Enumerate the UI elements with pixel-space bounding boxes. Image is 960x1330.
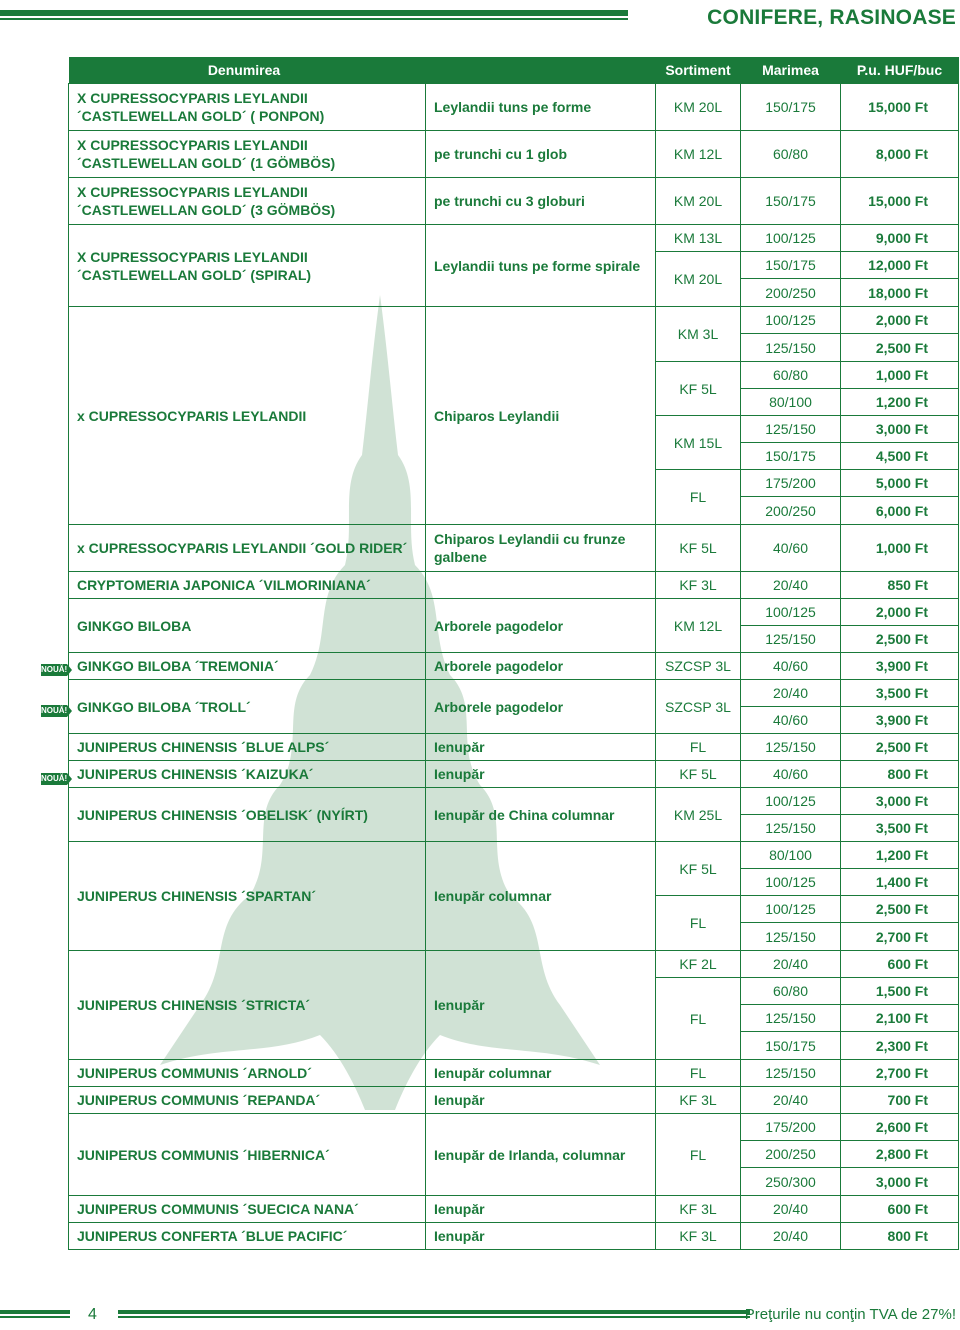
table-row <box>69 599 959 626</box>
product-description: Ienupăr <box>426 1087 656 1114</box>
new-badge: NOUĂ! <box>41 706 68 715</box>
price-cell: 3,500 Ft <box>841 680 959 707</box>
product-description: pe trunchi cu 1 glob <box>426 131 656 178</box>
price-cell: 1,500 Ft <box>841 978 959 1005</box>
size-cell: 60/80 <box>741 131 841 178</box>
table-row <box>69 1114 959 1141</box>
product-name: JUNIPERUS CHINENSIS ´KAIZUKA´ <box>69 761 426 788</box>
size-cell: 40/60 <box>741 761 841 788</box>
sortiment-cell: FL <box>656 470 741 525</box>
size-cell: 125/150 <box>741 334 841 362</box>
product-name: JUNIPERUS CHINENSIS ´BLUE ALPS´ <box>69 734 426 761</box>
col-price-header: P.u. HUF/buc <box>841 57 959 84</box>
table-row <box>69 225 959 252</box>
price-cell: 18,000 Ft <box>841 279 959 307</box>
price-cell: 1,200 Ft <box>841 389 959 416</box>
price-cell: 2,500 Ft <box>841 626 959 653</box>
product-name: JUNIPERUS COMMUNIS ´REPANDA´ <box>69 1087 426 1114</box>
size-cell: 100/125 <box>741 307 841 334</box>
size-cell: 175/200 <box>741 470 841 497</box>
size-cell: 100/125 <box>741 788 841 815</box>
header-rule <box>0 10 628 22</box>
size-cell: 150/175 <box>741 252 841 279</box>
price-cell: 3,000 Ft <box>841 788 959 815</box>
sortiment-cell: KM 25L <box>656 788 741 842</box>
sortiment-cell: SZCSP 3L <box>656 653 741 680</box>
sortiment-cell: FL <box>656 1114 741 1196</box>
price-cell: 2,500 Ft <box>841 734 959 761</box>
product-name: X CUPRESSOCYPARIS LEYLANDII ´CASTLEWELLAN GOLD´ (3 GÖMBÖS) <box>69 178 426 225</box>
sortiment-cell: KM 12L <box>656 131 741 178</box>
sortiment-cell: KF 5L <box>656 842 741 896</box>
price-cell: 2,500 Ft <box>841 334 959 362</box>
price-cell: 6,000 Ft <box>841 497 959 525</box>
sortiment-cell: KF 5L <box>656 761 741 788</box>
price-cell: 3,900 Ft <box>841 653 959 680</box>
size-cell: 175/200 <box>741 1114 841 1141</box>
size-cell: 20/40 <box>741 1087 841 1114</box>
size-cell: 100/125 <box>741 869 841 896</box>
product-description: Ienupăr columnar <box>426 842 656 951</box>
price-table <box>68 57 959 1250</box>
size-cell: 40/60 <box>741 707 841 734</box>
product-name: JUNIPERUS CONFERTA ´BLUE PACIFIC´ <box>69 1223 426 1250</box>
size-cell: 40/60 <box>741 525 841 572</box>
size-cell: 100/125 <box>741 896 841 923</box>
price-cell: 1,400 Ft <box>841 869 959 896</box>
price-cell: 2,000 Ft <box>841 599 959 626</box>
product-description: Arborele pagodelor <box>426 653 656 680</box>
product-name: X CUPRESSOCYPARIS LEYLANDII ´CASTLEWELLAN GOLD´ ( PONPON) <box>69 84 426 131</box>
price-cell: 3,500 Ft <box>841 815 959 842</box>
product-description <box>426 572 656 599</box>
price-cell: 600 Ft <box>841 1196 959 1223</box>
product-name: CRYPTOMERIA JAPONICA ´VILMORINIANA´ <box>69 572 426 599</box>
sortiment-cell: FL <box>656 734 741 761</box>
price-cell: 1,000 Ft <box>841 525 959 572</box>
price-cell: 8,000 Ft <box>841 131 959 178</box>
size-cell: 125/150 <box>741 1005 841 1032</box>
price-cell: 1,200 Ft <box>841 842 959 869</box>
footer-rule-left <box>0 1310 70 1320</box>
sortiment-cell: KM 3L <box>656 307 741 362</box>
sortiment-cell: KF 5L <box>656 525 741 572</box>
size-cell: 20/40 <box>741 1223 841 1250</box>
price-cell: 12,000 Ft <box>841 252 959 279</box>
vat-note: Preţurile nu conţin TVA de 27%! <box>744 1306 956 1323</box>
size-cell: 200/250 <box>741 279 841 307</box>
size-cell: 125/150 <box>741 1060 841 1087</box>
product-description: Chiparos Leylandii cu frunze galbene <box>426 525 656 572</box>
table-header-row <box>69 57 959 84</box>
product-description: Ienupăr de China columnar <box>426 788 656 842</box>
product-description: Ienupăr <box>426 1196 656 1223</box>
sortiment-cell: SZCSP 3L <box>656 680 741 734</box>
page-number: 4 <box>88 1306 97 1323</box>
price-cell: 2,100 Ft <box>841 1005 959 1032</box>
size-cell: 20/40 <box>741 572 841 599</box>
price-cell: 15,000 Ft <box>841 84 959 131</box>
size-cell: 60/80 <box>741 362 841 389</box>
col-sortiment-header: Sortiment <box>656 57 741 84</box>
price-cell: 2,700 Ft <box>841 1060 959 1087</box>
price-cell: 700 Ft <box>841 1087 959 1114</box>
size-cell: 125/150 <box>741 923 841 951</box>
table-row <box>69 1087 959 1114</box>
table-row <box>69 1223 959 1250</box>
sortiment-cell: KF 3L <box>656 572 741 599</box>
size-cell: 150/175 <box>741 178 841 225</box>
product-name: x CUPRESSOCYPARIS LEYLANDII <box>69 307 426 525</box>
price-cell: 600 Ft <box>841 951 959 978</box>
product-description: pe trunchi cu 3 globuri <box>426 178 656 225</box>
col-name-header: Denumirea <box>69 57 426 84</box>
product-name: X CUPRESSOCYPARIS LEYLANDII ´CASTLEWELLAN GOLD´ (1 GÖMBÖS) <box>69 131 426 178</box>
size-cell: 150/175 <box>741 1032 841 1060</box>
sortiment-cell: KF 3L <box>656 1223 741 1250</box>
product-name: JUNIPERUS CHINENSIS ´STRICTA´ <box>69 951 426 1060</box>
product-description: Arborele pagodelor <box>426 599 656 653</box>
size-cell: 20/40 <box>741 680 841 707</box>
product-name: JUNIPERUS COMMUNIS ´HIBERNICA´ <box>69 1114 426 1196</box>
table-row <box>69 525 959 572</box>
table-row <box>69 734 959 761</box>
sortiment-cell: FL <box>656 896 741 951</box>
size-cell: 20/40 <box>741 1196 841 1223</box>
size-cell: 125/150 <box>741 416 841 443</box>
size-cell: 80/100 <box>741 389 841 416</box>
table-row <box>69 653 959 680</box>
size-cell: 60/80 <box>741 978 841 1005</box>
price-cell: 9,000 Ft <box>841 225 959 252</box>
table-row <box>69 307 959 334</box>
sortiment-cell: KM 20L <box>656 178 741 225</box>
sortiment-cell: KF 3L <box>656 1196 741 1223</box>
sortiment-cell: KF 3L <box>656 1087 741 1114</box>
sortiment-cell: KM 12L <box>656 599 741 653</box>
price-cell: 4,500 Ft <box>841 443 959 470</box>
col-desc-header <box>426 57 656 84</box>
table-row <box>69 761 959 788</box>
price-cell: 15,000 Ft <box>841 178 959 225</box>
new-badge: NOUĂ! <box>41 774 68 783</box>
product-name: GINKGO BILOBA ´TROLL´ <box>69 680 426 734</box>
product-description: Chiparos Leylandii <box>426 307 656 525</box>
price-cell: 2,000 Ft <box>841 307 959 334</box>
size-cell: 125/150 <box>741 815 841 842</box>
product-name: JUNIPERUS CHINENSIS ´OBELISK´ (NYÍRT) <box>69 788 426 842</box>
price-cell: 5,000 Ft <box>841 470 959 497</box>
size-cell: 150/175 <box>741 443 841 470</box>
size-cell: 100/125 <box>741 599 841 626</box>
price-cell: 2,800 Ft <box>841 1141 959 1168</box>
price-cell: 2,700 Ft <box>841 923 959 951</box>
price-cell: 3,000 Ft <box>841 1168 959 1196</box>
price-cell: 800 Ft <box>841 761 959 788</box>
sortiment-cell: KM 15L <box>656 416 741 470</box>
footer-rule-right <box>118 1310 750 1320</box>
table-row <box>69 84 959 131</box>
table-row <box>69 842 959 869</box>
size-cell: 80/100 <box>741 842 841 869</box>
table-row <box>69 1196 959 1223</box>
product-description: Ienupăr <box>426 734 656 761</box>
size-cell: 150/175 <box>741 84 841 131</box>
product-description: Ienupăr <box>426 951 656 1060</box>
product-description: Leylandii tuns pe forme spirale <box>426 225 656 307</box>
price-cell: 3,000 Ft <box>841 416 959 443</box>
table-row <box>69 178 959 225</box>
sortiment-cell: KF 5L <box>656 362 741 416</box>
product-name: JUNIPERUS COMMUNIS ´ARNOLD´ <box>69 1060 426 1087</box>
size-cell: 100/125 <box>741 225 841 252</box>
size-cell: 200/250 <box>741 497 841 525</box>
new-badge: NOUĂ! <box>41 665 68 674</box>
size-cell: 20/40 <box>741 951 841 978</box>
product-name: GINKGO BILOBA ´TREMONIA´ <box>69 653 426 680</box>
product-name: X CUPRESSOCYPARIS LEYLANDII ´CASTLEWELLAN GOLD´ (SPIRAL) <box>69 225 426 307</box>
size-cell: 250/300 <box>741 1168 841 1196</box>
product-description: Leylandii tuns pe forme <box>426 84 656 131</box>
size-cell: 200/250 <box>741 1141 841 1168</box>
table-row <box>69 788 959 815</box>
table-row <box>69 680 959 707</box>
price-cell: 2,500 Ft <box>841 896 959 923</box>
col-size-header: Marimea <box>741 57 841 84</box>
product-description: Arborele pagodelor <box>426 680 656 734</box>
price-cell: 3,900 Ft <box>841 707 959 734</box>
table-body <box>69 84 959 1250</box>
table-row <box>69 951 959 978</box>
table-row <box>69 131 959 178</box>
price-cell: 2,600 Ft <box>841 1114 959 1141</box>
product-name: JUNIPERUS CHINENSIS ´SPARTAN´ <box>69 842 426 951</box>
sortiment-cell: KM 20L <box>656 252 741 307</box>
size-cell: 40/60 <box>741 653 841 680</box>
price-cell: 1,000 Ft <box>841 362 959 389</box>
table-row <box>69 1060 959 1087</box>
sortiment-cell: FL <box>656 1060 741 1087</box>
sortiment-cell: FL <box>656 978 741 1060</box>
sortiment-cell: KM 20L <box>656 84 741 131</box>
price-cell: 850 Ft <box>841 572 959 599</box>
table-row <box>69 572 959 599</box>
product-name: x CUPRESSOCYPARIS LEYLANDII ´GOLD RIDER´ <box>69 525 426 572</box>
product-name: GINKGO BILOBA <box>69 599 426 653</box>
page-title: CONIFERE, RASINOASE <box>707 6 956 29</box>
product-name: JUNIPERUS COMMUNIS ´SUECICA NANA´ <box>69 1196 426 1223</box>
sortiment-cell: KM 13L <box>656 225 741 252</box>
product-description: Ienupăr <box>426 761 656 788</box>
size-cell: 125/150 <box>741 626 841 653</box>
sortiment-cell: KF 2L <box>656 951 741 978</box>
product-description: Ienupăr columnar <box>426 1060 656 1087</box>
size-cell: 125/150 <box>741 734 841 761</box>
price-cell: 2,300 Ft <box>841 1032 959 1060</box>
product-description: Ienupăr <box>426 1223 656 1250</box>
product-description: Ienupăr de Irlanda, columnar <box>426 1114 656 1196</box>
price-cell: 800 Ft <box>841 1223 959 1250</box>
